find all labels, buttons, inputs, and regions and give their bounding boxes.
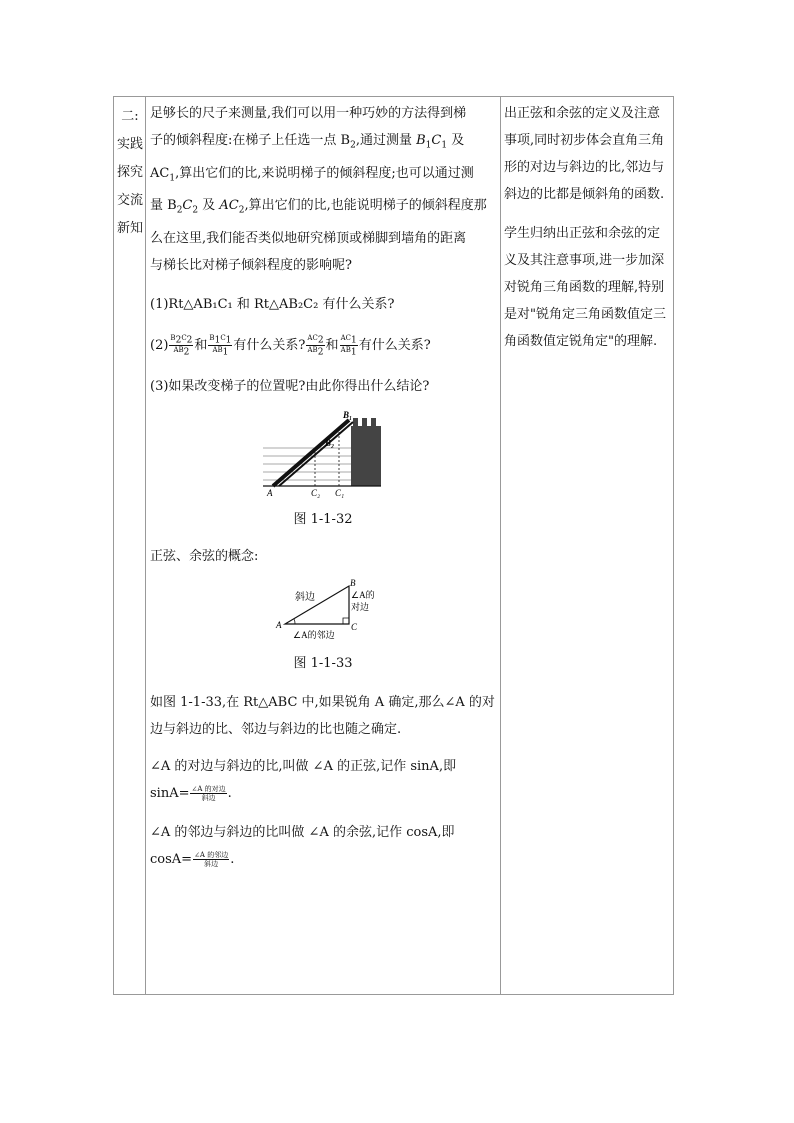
intent-line: 斜边的比都是倾斜角的函数.: [504, 187, 665, 202]
label-opposite-2: 对边: [351, 601, 370, 612]
intro-line: 么在这里,我们能否类似地研究梯顶或梯脚到墙角的距离: [150, 230, 467, 246]
label-b: B: [350, 577, 356, 588]
question-1: (1)Rt△AB₁C₁ 和 Rt△AB₂C₂ 有什么关系?: [150, 296, 395, 312]
definition-paragraph: [150, 689, 496, 743]
column-divider: [500, 97, 501, 994]
sine-formula: sinA= $\frac{\text{∠A 的对边}}{\text{斜边}}$ .: [150, 784, 232, 802]
cosine-definition: ∠A 的邻边与斜边的比叫做 ∠A 的余弦,记作 cosA,即: [150, 824, 455, 840]
label-c: C: [351, 621, 358, 632]
intent-line: 是对"锐角定三角函数值定三: [504, 307, 666, 322]
label-c2: C₂: [311, 487, 321, 498]
ratio-fraction: $\frac{AC_1}{AB_1}$: [340, 334, 357, 358]
intent-line: 学生归纳出正弦和余弦的定: [504, 226, 661, 241]
intro-line: 子的倾斜程度:在梯子上任选一点 $B_2$,通过测量 $B_1C_1$ 及: [150, 133, 465, 151]
label-c1: C₁: [335, 487, 345, 498]
teaching-content: [150, 100, 496, 873]
intent-line: 义及其注意事项,进一步加深: [504, 253, 665, 268]
figure-caption: 图 1-1-32: [293, 511, 353, 527]
intro-line: 量 $B_2C_2$ 及 $AC_2$,算出它们的比,也能说明梯子的倾斜程度那: [150, 198, 487, 216]
stage-label: 交流: [116, 193, 143, 208]
label-hypotenuse: 斜边: [295, 591, 315, 603]
intent-line: 形的对边与斜边的比,邻边与: [504, 160, 665, 175]
paragraph-line: 边与斜边的比、邻边与斜边的比也随之确定.: [150, 721, 402, 737]
ladder: [273, 420, 349, 486]
sine-definition: ∠A 的对边与斜边的比,叫做 ∠A 的正弦,记作 sinA,即: [150, 758, 457, 774]
sine-fraction: $\frac{\text{∠A 的对边}}{\text{斜边}}$: [191, 784, 226, 802]
cosine-formula: cosA= $\frac{\text{∠A 的邻边}}{\text{斜边}}$ .: [150, 850, 235, 868]
label-b1: B₁: [343, 409, 353, 420]
question-3: (3)如果改变梯子的位置呢?由此你得出什么结论?: [150, 378, 430, 394]
intent-line: 事项,同时初步体会直角三角: [504, 133, 665, 148]
ladder-figure: [263, 408, 383, 498]
label-a: A: [267, 487, 273, 498]
lesson-table: [113, 96, 674, 995]
intent-line: 角函数值定锐角定"的理解.: [504, 334, 658, 349]
intro-line: $AC_1$,算出它们的比,来说明梯子的倾斜程度;也可以通过测: [150, 165, 474, 184]
stage-label: 二:: [121, 109, 139, 124]
stage-label: 探究: [116, 165, 143, 180]
cosine-fraction: $\frac{\text{∠A 的邻边}}{\text{斜边}}$: [194, 850, 229, 868]
stage-label: 实践: [116, 137, 143, 152]
paragraph-line: 如图 1-1-33,在 Rt△ABC 中,如果锐角 A 确定,那么∠A 的对: [150, 694, 495, 710]
label-a: A: [276, 619, 282, 630]
stage-label: 新知: [116, 221, 143, 236]
wall: [351, 426, 381, 486]
label-opposite-1: ∠A的: [351, 589, 375, 600]
label-b2: B₂: [325, 437, 335, 448]
stage-column: [114, 97, 146, 243]
ratio-fraction: $\frac{B_1C_1}{AB_1}$: [209, 334, 232, 358]
intent-line: 出正弦和余弦的定义及注意: [504, 106, 661, 121]
triangle-figure: [275, 577, 375, 642]
concept-title: 正弦、余弦的概念:: [150, 548, 259, 564]
question-2: (2) $\frac{B_2C_2}{AB_2}$ 和 $\frac{B_1C_1}{AB_1}$ 有什么关系? $\frac{AC_2}{AB_2}$ 和 $\frac{AC_1}{AB_1}$ 有什么关系?: [150, 334, 431, 358]
ratio-fraction: $\frac{AC_2}{AB_2}$: [307, 334, 324, 358]
intro-line: 与梯长比对梯子倾斜程度的影响呢?: [150, 257, 352, 273]
design-intent: [504, 100, 670, 355]
figure-caption: 图 1-1-33: [293, 655, 353, 671]
label-adjacent: ∠A的邻边: [293, 629, 335, 640]
intent-line: 对锐角三角函数的理解,特别: [504, 280, 665, 295]
ratio-fraction: $\frac{B_2C_2}{AB_2}$: [170, 334, 193, 358]
intro-line: 足够长的尺子来测量,我们可以用一种巧妙的方法得到梯: [150, 106, 467, 121]
